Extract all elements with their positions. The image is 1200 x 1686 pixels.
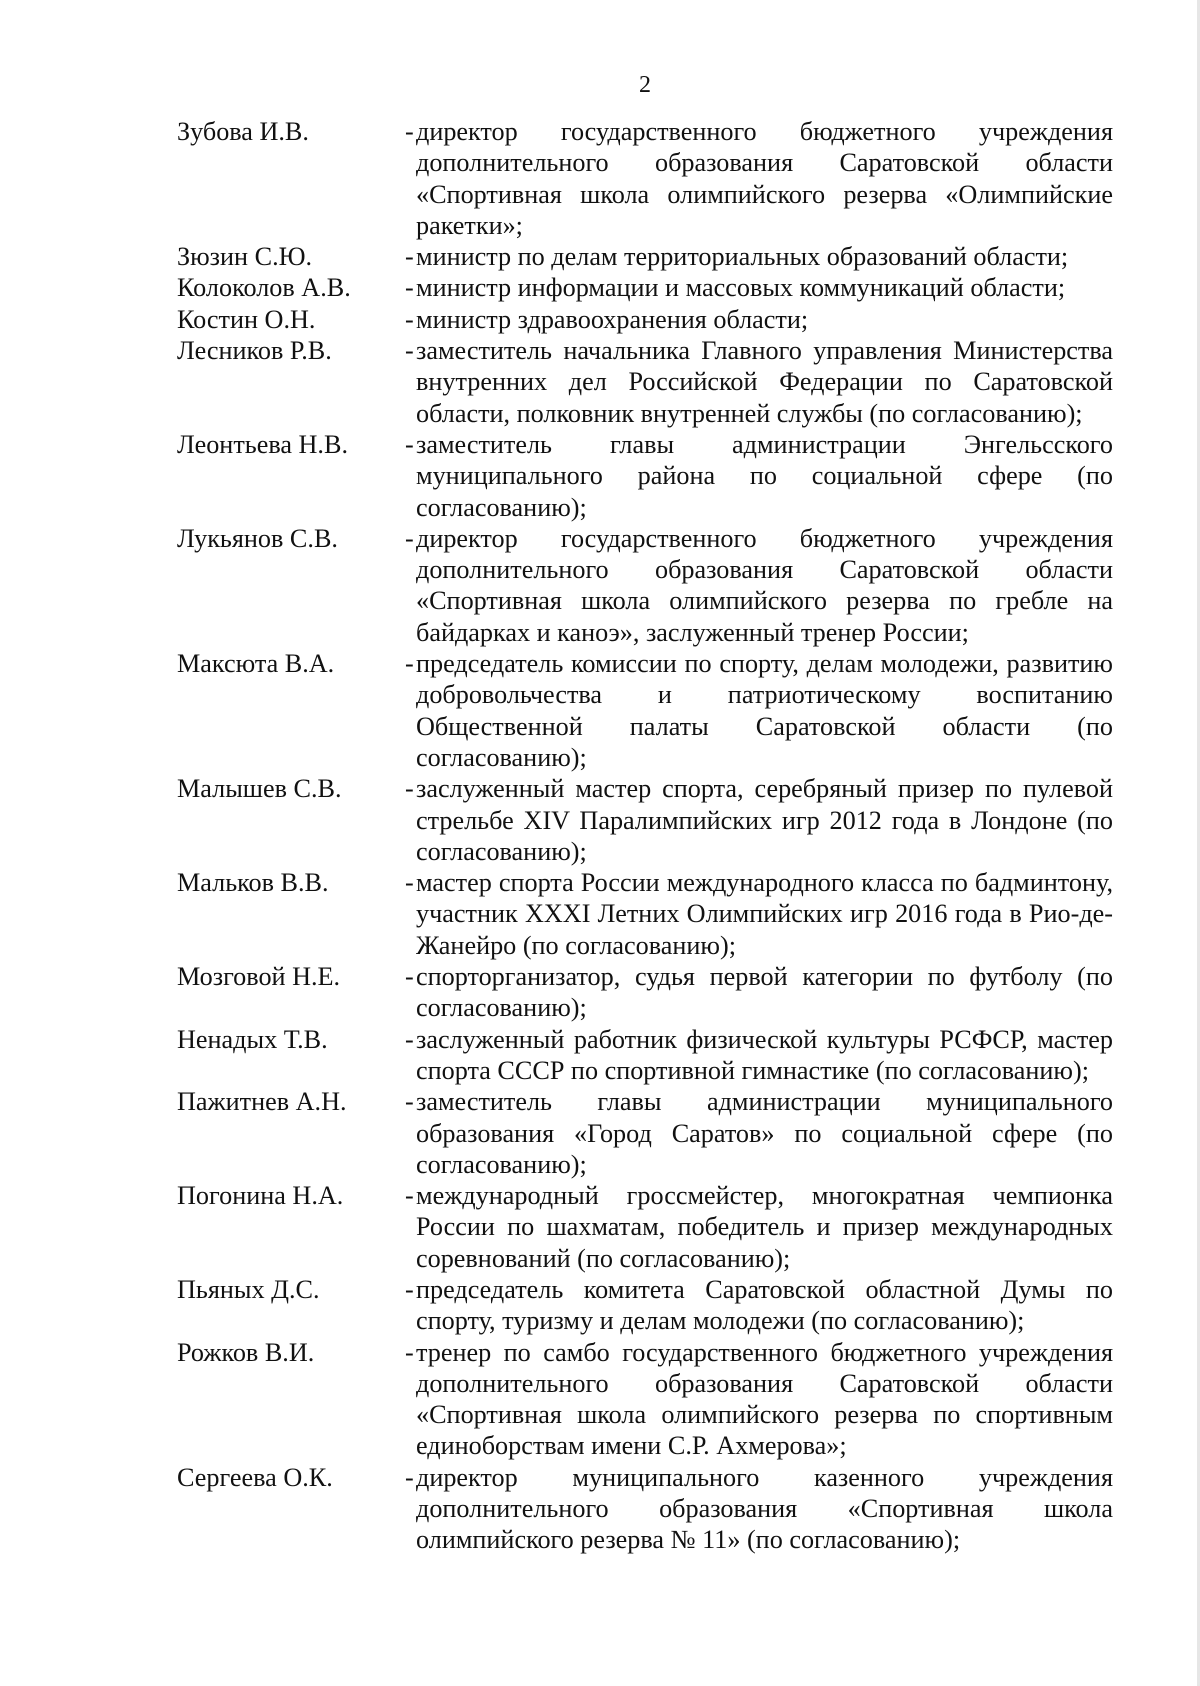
- list-item: [177, 1180, 1113, 1274]
- list-item: [177, 773, 1113, 867]
- list-item: [177, 429, 1113, 523]
- member-role: председатель комиссии по спорту, делам молодежи, развитию добровольчества и патриотическому воспитанию Общественной палаты Саратовской области (по согласованию);: [416, 649, 1113, 772]
- list-item: [177, 1462, 1113, 1556]
- member-name: Зюзин С.Ю.: [177, 242, 313, 272]
- members-list: [177, 116, 1113, 1556]
- dash-separator: -: [405, 429, 414, 459]
- member-name: Ненадых Т.В.: [177, 1024, 328, 1054]
- dash-separator: -: [405, 868, 414, 898]
- member-name: Мозговой Н.Е.: [177, 962, 341, 992]
- member-role: тренер по самбо государственного бюджетного учреждения дополнительного образования Саратовской области «Спортивная школа олимпийского резерва по спортивным единоборствам имени С.Р. Ахмерова»;: [416, 1337, 1113, 1461]
- member-role: министр по делам территориальных образований области;: [416, 242, 1069, 272]
- dash-separator: -: [405, 1181, 414, 1211]
- member-role: спорторганизатор, судья первой категории по футболу (по согласованию);: [416, 962, 1113, 1023]
- list-item: [177, 116, 1113, 241]
- member-role: заслуженный работник физической культуры РСФСР, мастер спорта СССР по спортивной гимнастике (по согласованию);: [416, 1024, 1113, 1085]
- list-item: [177, 1337, 1113, 1462]
- member-name: Пьяных Д.С.: [177, 1274, 320, 1304]
- dash-separator: -: [405, 962, 414, 992]
- dash-separator: -: [405, 1274, 414, 1304]
- member-role: заместитель главы администрации Энгельсского муниципального района по социальной сфере (по согласованию);: [416, 429, 1113, 522]
- member-role: заместитель главы администрации муниципального образования «Город Саратов» по социальной сфере (по согласованию);: [416, 1087, 1113, 1179]
- member-name: Зубова И.В.: [177, 117, 309, 146]
- member-role: международный гроссмейстер, многократная чемпионка России по шахматам, победитель и призер международных соревнований (по согласованию);: [416, 1181, 1113, 1273]
- list-item: [177, 1086, 1113, 1180]
- list-item: [177, 335, 1113, 429]
- dash-separator: -: [405, 242, 414, 272]
- list-item: [177, 867, 1113, 961]
- member-name: Погонина Н.А.: [177, 1181, 344, 1211]
- list-item: [177, 961, 1113, 1024]
- member-name: Пажитнев А.Н.: [177, 1087, 347, 1117]
- member-role: министр здравоохранения области;: [416, 304, 809, 334]
- page-number: 2: [639, 72, 651, 98]
- member-role: директор государственного бюджетного учреждения дополнительного образования Саратовской области «Спортивная школа олимпийского резерва «Олимпийские ракетки»;: [416, 117, 1113, 240]
- list-item: [177, 523, 1113, 648]
- list-item: [177, 1024, 1113, 1087]
- dash-separator: -: [405, 336, 414, 366]
- member-role: председатель комитета Саратовской областной Думы по спорту, туризму и делам молодежи (по согласованию);: [416, 1274, 1113, 1336]
- dash-separator: -: [405, 117, 414, 146]
- member-name: Рожков В.И.: [177, 1337, 315, 1367]
- member-name: Сергеева О.К.: [177, 1462, 333, 1492]
- member-name: Малышев С.В.: [177, 774, 342, 804]
- dash-separator: -: [405, 1087, 414, 1117]
- dash-separator: -: [405, 304, 414, 334]
- member-role: министр информации и массовых коммуникаций области;: [416, 273, 1066, 303]
- member-name: Мальков В.В.: [177, 868, 329, 898]
- dash-separator: -: [405, 649, 414, 679]
- member-role: мастер спорта России международного класса по бадминтону, участник XXXI Летних Олимпийских игр 2016 года в Рио-де-Жанейро (по согласованию);: [416, 868, 1113, 960]
- dash-separator: -: [405, 774, 414, 804]
- member-name: Лесников Р.В.: [177, 336, 332, 366]
- member-name: Лукьянов С.В.: [177, 523, 338, 553]
- dash-separator: -: [405, 523, 414, 553]
- dash-separator: -: [405, 1024, 414, 1054]
- member-role: директор муниципального казенного учреждения дополнительного образования «Спортивная школа олимпийского резерва № 11» (по согласованию);: [416, 1462, 1113, 1555]
- list-item: [177, 272, 1113, 303]
- list-item: [177, 648, 1113, 773]
- member-name: Максюта В.А.: [177, 649, 335, 679]
- dash-separator: -: [405, 1337, 414, 1367]
- member-name: Колоколов А.В.: [177, 273, 351, 303]
- member-role: заслуженный мастер спорта, серебряный призер по пулевой стрельбе XIV Паралимпийских игр 2012 года в Лондоне (по согласованию);: [416, 774, 1113, 866]
- list-item: [177, 304, 1113, 335]
- list-item: [177, 1274, 1113, 1337]
- dash-separator: -: [405, 273, 414, 303]
- member-role: директор государственного бюджетного учреждения дополнительного образования Саратовской области «Спортивная школа олимпийского резерва по гребле на байдарках и каноэ», заслуженный тренер России;: [416, 523, 1113, 647]
- member-role: заместитель начальника Главного управления Министерства внутренних дел Российской Федерации по Саратовской области, полковник внутренней службы (по согласованию);: [416, 336, 1113, 428]
- list-item: [177, 241, 1113, 272]
- dash-separator: -: [405, 1462, 414, 1492]
- member-name: Леонтьева Н.В.: [177, 429, 348, 459]
- member-name: Костин О.Н.: [177, 304, 316, 334]
